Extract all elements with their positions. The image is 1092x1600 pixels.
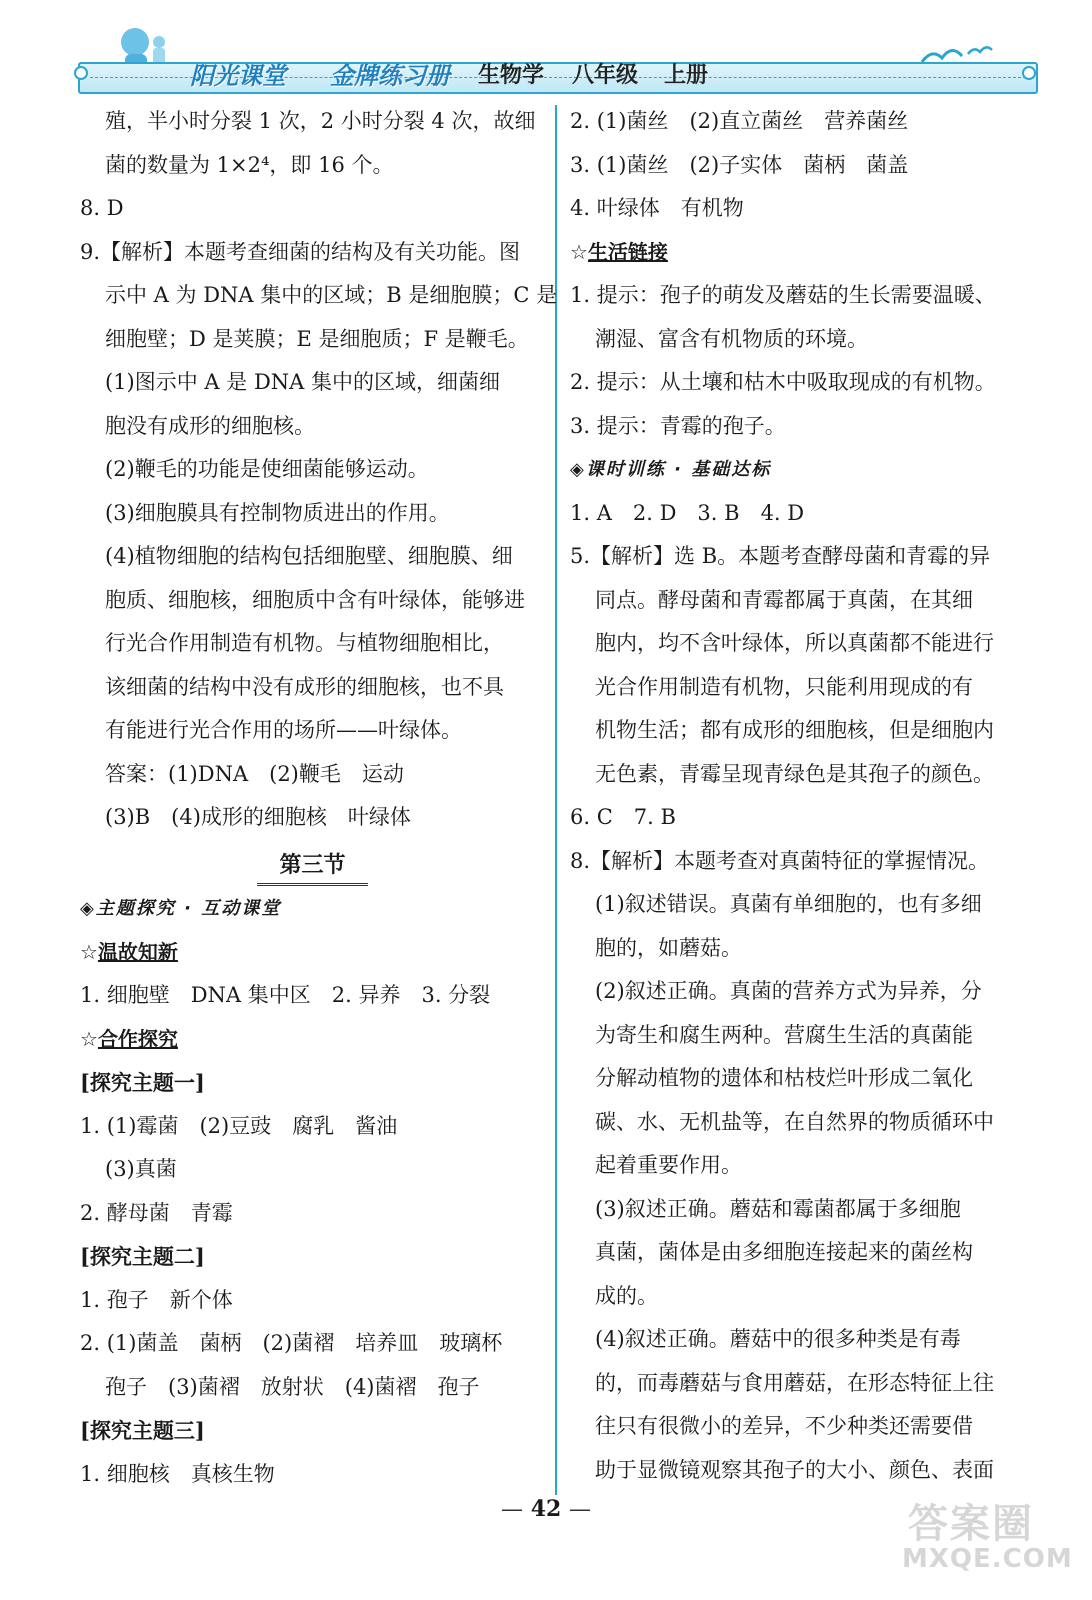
text-line: 往只有很微小的差异，不少种类还需要借 bbox=[595, 1414, 973, 1438]
birds-icon bbox=[912, 34, 1012, 74]
answer-line: 8. D bbox=[80, 196, 124, 220]
text-line: 真菌，菌体是由多细胞连接起来的菌丝构 bbox=[595, 1240, 973, 1264]
text-line: 助于显微镜观察其孢子的大小、颜色、表面 bbox=[595, 1457, 994, 1482]
text-line: 答案：(1)DNA (2)鞭毛 运动 bbox=[105, 761, 404, 786]
text-line: (2)鞭毛的功能是使细菌能够运动。 bbox=[105, 457, 429, 481]
brand-right: 金牌练习册 bbox=[330, 62, 450, 90]
text-line: 的，而毒蘑菇与食用蘑菇，在形态特征上往 bbox=[595, 1370, 994, 1395]
text-line: 起着重要作用。 bbox=[595, 1153, 742, 1177]
text-line: 胞的，如蘑菇。 bbox=[595, 935, 742, 960]
text-line: 示中 A 为 DNA 集中的区域；B 是细胞膜；C 是 bbox=[105, 283, 558, 307]
text-line: 孢子 (3)菌褶 放射状 (4)菌褶 孢子 bbox=[105, 1374, 480, 1399]
text-line: (4)植物细胞的结构包括细胞壁、细胞膜、细 bbox=[105, 544, 513, 568]
text-line: 无色素，青霉呈现青绿色是其孢子的颜色。 bbox=[595, 761, 994, 786]
subsection-heading: ☆生活链接 bbox=[570, 239, 668, 264]
text-line: 殖，半小时分裂 1 次，2 小时分裂 4 次，故细 bbox=[105, 109, 536, 133]
answer-line: 4. 叶绿体 有机物 bbox=[570, 196, 744, 220]
right-column bbox=[570, 100, 1035, 1492]
page-header bbox=[0, 0, 1092, 100]
answer-line: 2. (1)菌盖 菌柄 (2)菌褶 培养皿 玻璃杯 bbox=[80, 1331, 503, 1355]
text-line: (3)叙述正确。蘑菇和霉菌都属于多细胞 bbox=[595, 1196, 961, 1221]
text-line: 成的。 bbox=[595, 1283, 658, 1308]
answer-line: 5.【解析】选 B。本题考查酵母菌和青霉的异 bbox=[570, 544, 991, 568]
text-line: (1)图示中 A 是 DNA 集中的区域，细菌细 bbox=[105, 370, 500, 394]
banner-dot-left-icon bbox=[74, 66, 88, 80]
answer-line: 9.【解析】本题考查细菌的结构及有关功能。图 bbox=[80, 239, 521, 264]
text-line: 同点。酵母菌和青霉都属于真菌，在其细 bbox=[595, 587, 973, 612]
grade: 八年级 bbox=[572, 63, 639, 88]
subject: 生物学 bbox=[478, 63, 545, 88]
volume: 上册 bbox=[664, 63, 709, 88]
answer-line: 1. (1)霉菌 (2)豆豉 腐乳 酱油 bbox=[80, 1113, 398, 1138]
answer-line: 1. 细胞核 真核生物 bbox=[80, 1461, 275, 1486]
topic-heading: [探究主题二] bbox=[80, 1244, 205, 1269]
text-line: 细胞壁；D 是荚膜；E 是细胞质；F 是鞭毛。 bbox=[105, 326, 529, 351]
text-line: 为寄生和腐生两种。营腐生生活的真菌能 bbox=[595, 1022, 973, 1047]
topic-heading: [探究主题一] bbox=[80, 1070, 205, 1095]
section-tag: ◈主题探究 · 互动课堂 bbox=[80, 898, 282, 919]
text-line: (3)B (4)成形的细胞核 叶绿体 bbox=[105, 805, 411, 829]
text-line: 有能进行光合作用的场所——叶绿体。 bbox=[105, 718, 462, 742]
text-line: 碳、水、无机盐等，在自然界的物质循环中 bbox=[595, 1109, 994, 1134]
banner-dot-right-icon bbox=[1022, 66, 1036, 80]
answer-line: 1. 细胞壁 DNA 集中区 2. 异养 3. 分裂 bbox=[80, 983, 491, 1007]
text-line: 机物生活；都有成形的细胞核，但是细胞内 bbox=[595, 718, 994, 742]
answer-line: 2. (1)菌丝 (2)直立菌丝 营养菌丝 bbox=[570, 109, 909, 133]
watermark-logo: 答案圈 MXQE.COM bbox=[902, 1501, 1073, 1574]
text-line: (4)叙述正确。蘑菇中的很多种类是有毒 bbox=[595, 1327, 961, 1351]
answer-line: 2. 提示：从土壤和枯木中吸取现成的有机物。 bbox=[570, 370, 996, 394]
page-number: 42 bbox=[530, 1496, 562, 1522]
answer-line: 1. 孢子 新个体 bbox=[80, 1287, 233, 1312]
subsection-heading: ☆温故知新 bbox=[80, 939, 178, 964]
topic-heading: [探究主题三] bbox=[80, 1418, 205, 1443]
answer-line: 2. 酵母菌 青霉 bbox=[80, 1200, 233, 1225]
answer-line: 3. (1)菌丝 (2)子实体 菌柄 菌盖 bbox=[570, 152, 909, 177]
text-line: 该细菌的结构中没有成形的细胞核，也不具 bbox=[105, 674, 504, 699]
answer-line: 1. A 2. D 3. B 4. D bbox=[570, 500, 805, 525]
text-line: 胞内，均不含叶绿体，所以真菌都不能进行 bbox=[595, 631, 994, 655]
text-line: (3)真菌 bbox=[105, 1157, 177, 1181]
section-title: 第三节 bbox=[80, 844, 545, 888]
section-tag: ◈课时训练 · 基础达标 bbox=[570, 459, 772, 480]
left-column bbox=[80, 100, 558, 1496]
text-line: 行光合作用制造有机物。与植物细胞相比， bbox=[105, 631, 504, 655]
subsection-heading: ☆合作探究 bbox=[80, 1026, 178, 1051]
brand-left: 阳光课堂 bbox=[190, 62, 286, 90]
text-line: 分解动植物的遗体和枯枝烂叶形成二氧化 bbox=[595, 1066, 973, 1090]
text-line: 胞质、细胞核，细胞质中含有叶绿体，能够进 bbox=[105, 587, 525, 612]
text-line: (1)叙述错误。真菌有单细胞的，也有多细 bbox=[595, 892, 982, 916]
answer-line: 3. 提示：青霉的孢子。 bbox=[570, 413, 786, 438]
text-line: (3)细胞膜具有控制物质进出的作用。 bbox=[105, 500, 450, 525]
text-line: 潮湿、富含有机物质的环境。 bbox=[595, 326, 868, 351]
text-line: 光合作用制造有机物，只能利用现成的有 bbox=[595, 674, 973, 699]
answer-line: 6. C 7. B bbox=[570, 805, 676, 829]
page-footer: — 42 — bbox=[501, 1496, 591, 1522]
answer-line: 1. 提示：孢子的萌发及蘑菇的生长需要温暖、 bbox=[570, 283, 996, 307]
answer-line: 8.【解析】本题考查对真菌特征的掌握情况。 bbox=[570, 848, 990, 873]
text-line: (2)叙述正确。真菌的营养方式为异养，分 bbox=[595, 979, 982, 1003]
text-line: 胞没有成形的细胞核。 bbox=[105, 413, 315, 438]
text-line: 菌的数量为 1×2⁴，即 16 个。 bbox=[105, 152, 394, 177]
